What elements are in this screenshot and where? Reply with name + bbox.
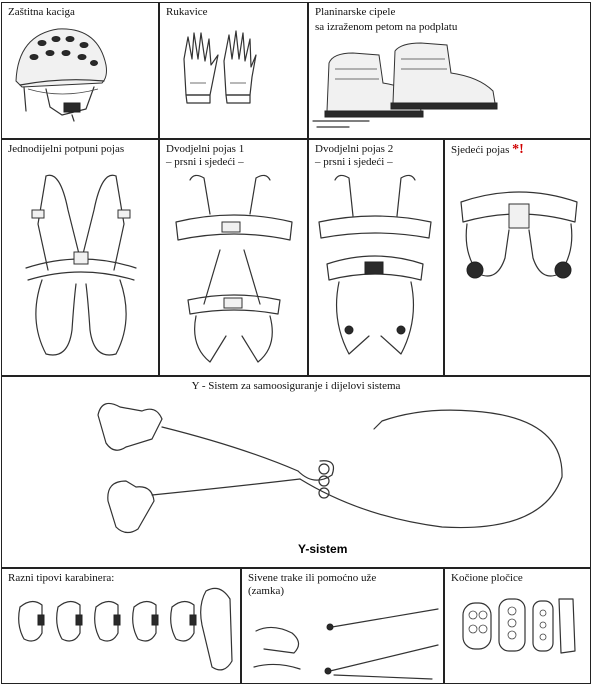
cell-gloves bbox=[159, 2, 308, 139]
carabiners-illustration bbox=[2, 569, 241, 684]
cell-helmet bbox=[1, 2, 159, 139]
carabiners-label: Razni tipovi karabinera: bbox=[8, 572, 115, 584]
full-harness-illustration bbox=[2, 140, 159, 376]
cell-y-system bbox=[1, 376, 591, 568]
helmet-label: Zaštitna kaciga bbox=[8, 6, 75, 18]
cell-sit-harness bbox=[444, 139, 591, 376]
gloves-illustration bbox=[160, 3, 308, 139]
brake-plates-label: Kočione pločice bbox=[451, 572, 523, 584]
gloves-label: Rukavice bbox=[166, 6, 208, 18]
two-piece-1-illustration bbox=[160, 140, 308, 376]
boots-label-line1: Planinarske cipele bbox=[315, 6, 396, 18]
y-system-title: Y - Sistem za samoosiguranje i dijelovi sistema bbox=[191, 380, 401, 392]
sit-harness-illustration bbox=[445, 140, 591, 376]
cell-brake-plates bbox=[444, 568, 591, 684]
full-harness-label: Jednodijelni potpuni pojas bbox=[8, 143, 125, 155]
boots-label-line2: sa izraženom petom na podplatu bbox=[315, 21, 458, 33]
sit-harness-label: Sjedeći pojas bbox=[451, 144, 510, 156]
y-system-illustration bbox=[2, 377, 591, 568]
warning-mark: *! bbox=[512, 142, 524, 157]
two-piece-1-label-line2: – prsni i sjedeći – bbox=[166, 156, 244, 168]
y-system-caption: Y-sistem bbox=[298, 542, 348, 556]
cell-two-piece-2 bbox=[308, 139, 444, 376]
two-piece-2-label-line2: – prsni i sjedeći – bbox=[315, 156, 393, 168]
two-piece-1-label-line1: Dvodjelni pojas 1 bbox=[166, 143, 245, 155]
cell-boots bbox=[308, 2, 591, 139]
brake-plates-illustration bbox=[445, 569, 591, 684]
helmet-illustration bbox=[2, 3, 159, 139]
boots-illustration bbox=[309, 3, 591, 139]
slings-label-line1: Sivene trake ili pomoćno uže bbox=[248, 572, 377, 584]
two-piece-2-label-line1: Dvodjelni pojas 2 bbox=[315, 143, 394, 155]
two-piece-2-illustration bbox=[309, 140, 444, 376]
slings-label-line2: (zamka) bbox=[248, 585, 285, 597]
cell-slings bbox=[241, 568, 444, 684]
cell-two-piece-1 bbox=[159, 139, 308, 376]
slings-illustration bbox=[242, 569, 444, 684]
cell-full-harness bbox=[1, 139, 159, 376]
cell-carabiners bbox=[1, 568, 241, 684]
